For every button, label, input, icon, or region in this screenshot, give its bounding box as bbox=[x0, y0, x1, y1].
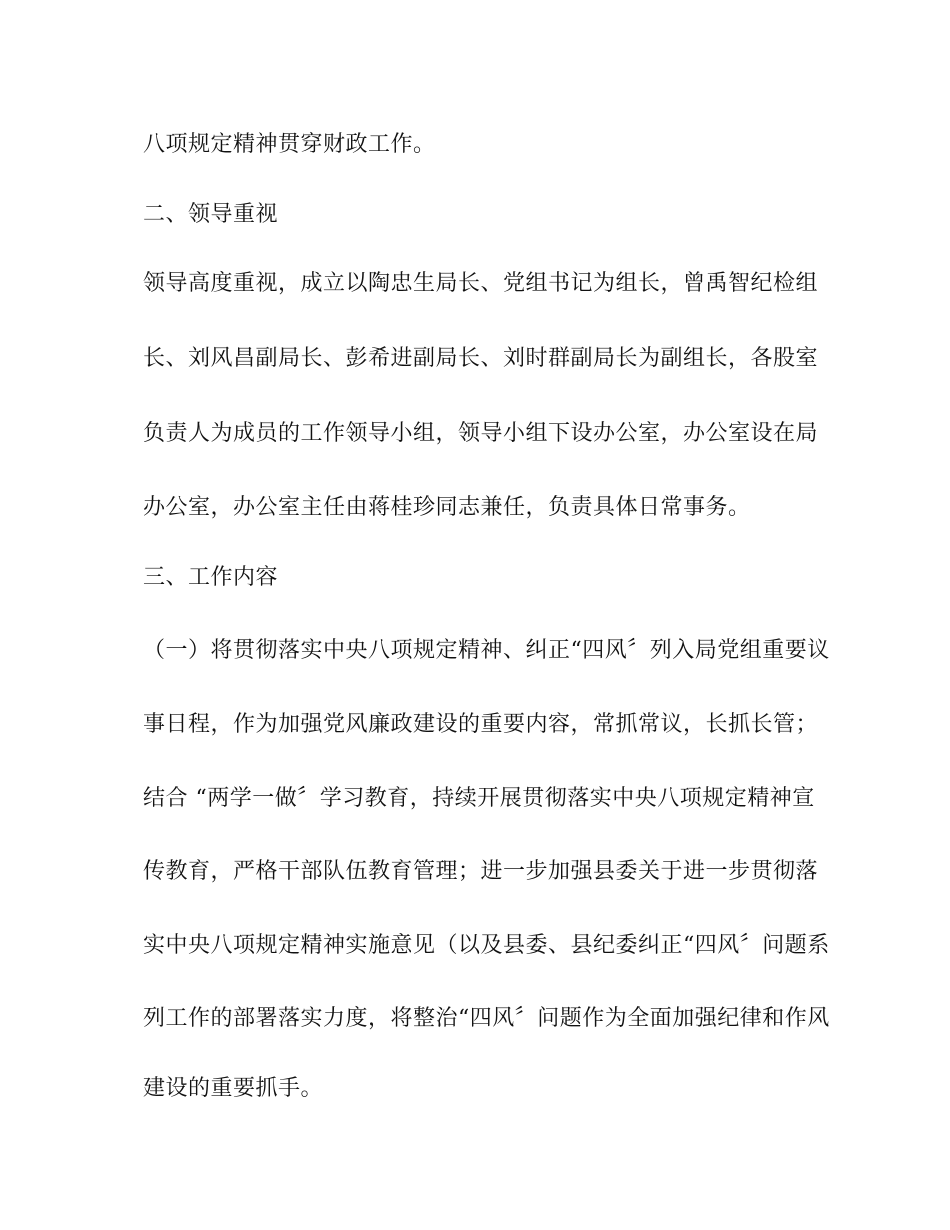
section-heading-2: 二、领导重视 bbox=[143, 202, 279, 227]
section-heading-3: 三、工作内容 bbox=[143, 565, 279, 590]
text-line-8: （一）将贯彻落实中央八项规定精神、纠正“四风〞列入局党组重要议 bbox=[143, 638, 830, 663]
text-line-3: 领导高度重视，成立以陶忠生局长、党组书记为组长，曾禹智纪检组 bbox=[143, 271, 819, 296]
text-line-1: 八项规定精神贯穿财政工作。 bbox=[143, 132, 436, 157]
text-line-13: 列工作的部署落实力度，将整治“四风〞问题作为全面加强纪律和作风 bbox=[143, 1006, 830, 1031]
text-line-11: 传教育，严格干部队伍教育管理；进一步加强县委关于进一步贯彻落 bbox=[143, 859, 819, 884]
text-line-5: 负责人为成员的工作领导小组，领导小组下设办公室，办公室设在局 bbox=[143, 421, 819, 446]
text-line-10: 结合 “两学一做〞学习教育，持续开展贯彻落实中央八项规定精神宣 bbox=[143, 786, 815, 811]
text-line-6: 办公室，办公室主任由蒋桂珍同志兼任，负责具体日常事务。 bbox=[143, 495, 751, 520]
text-line-9: 事日程，作为加强党风廉政建设的重要内容，常抓常议，长抓长管； bbox=[143, 712, 819, 737]
text-line-12: 实中央八项规定精神实施意见（以及县委、县纪委纠正“四风〞问题系 bbox=[143, 933, 830, 958]
text-line-4: 长、刘风昌副局长、彭希进副局长、刘时群副局长为副组长，各股室 bbox=[143, 346, 819, 371]
text-line-14: 建设的重要抓手。 bbox=[143, 1076, 324, 1101]
